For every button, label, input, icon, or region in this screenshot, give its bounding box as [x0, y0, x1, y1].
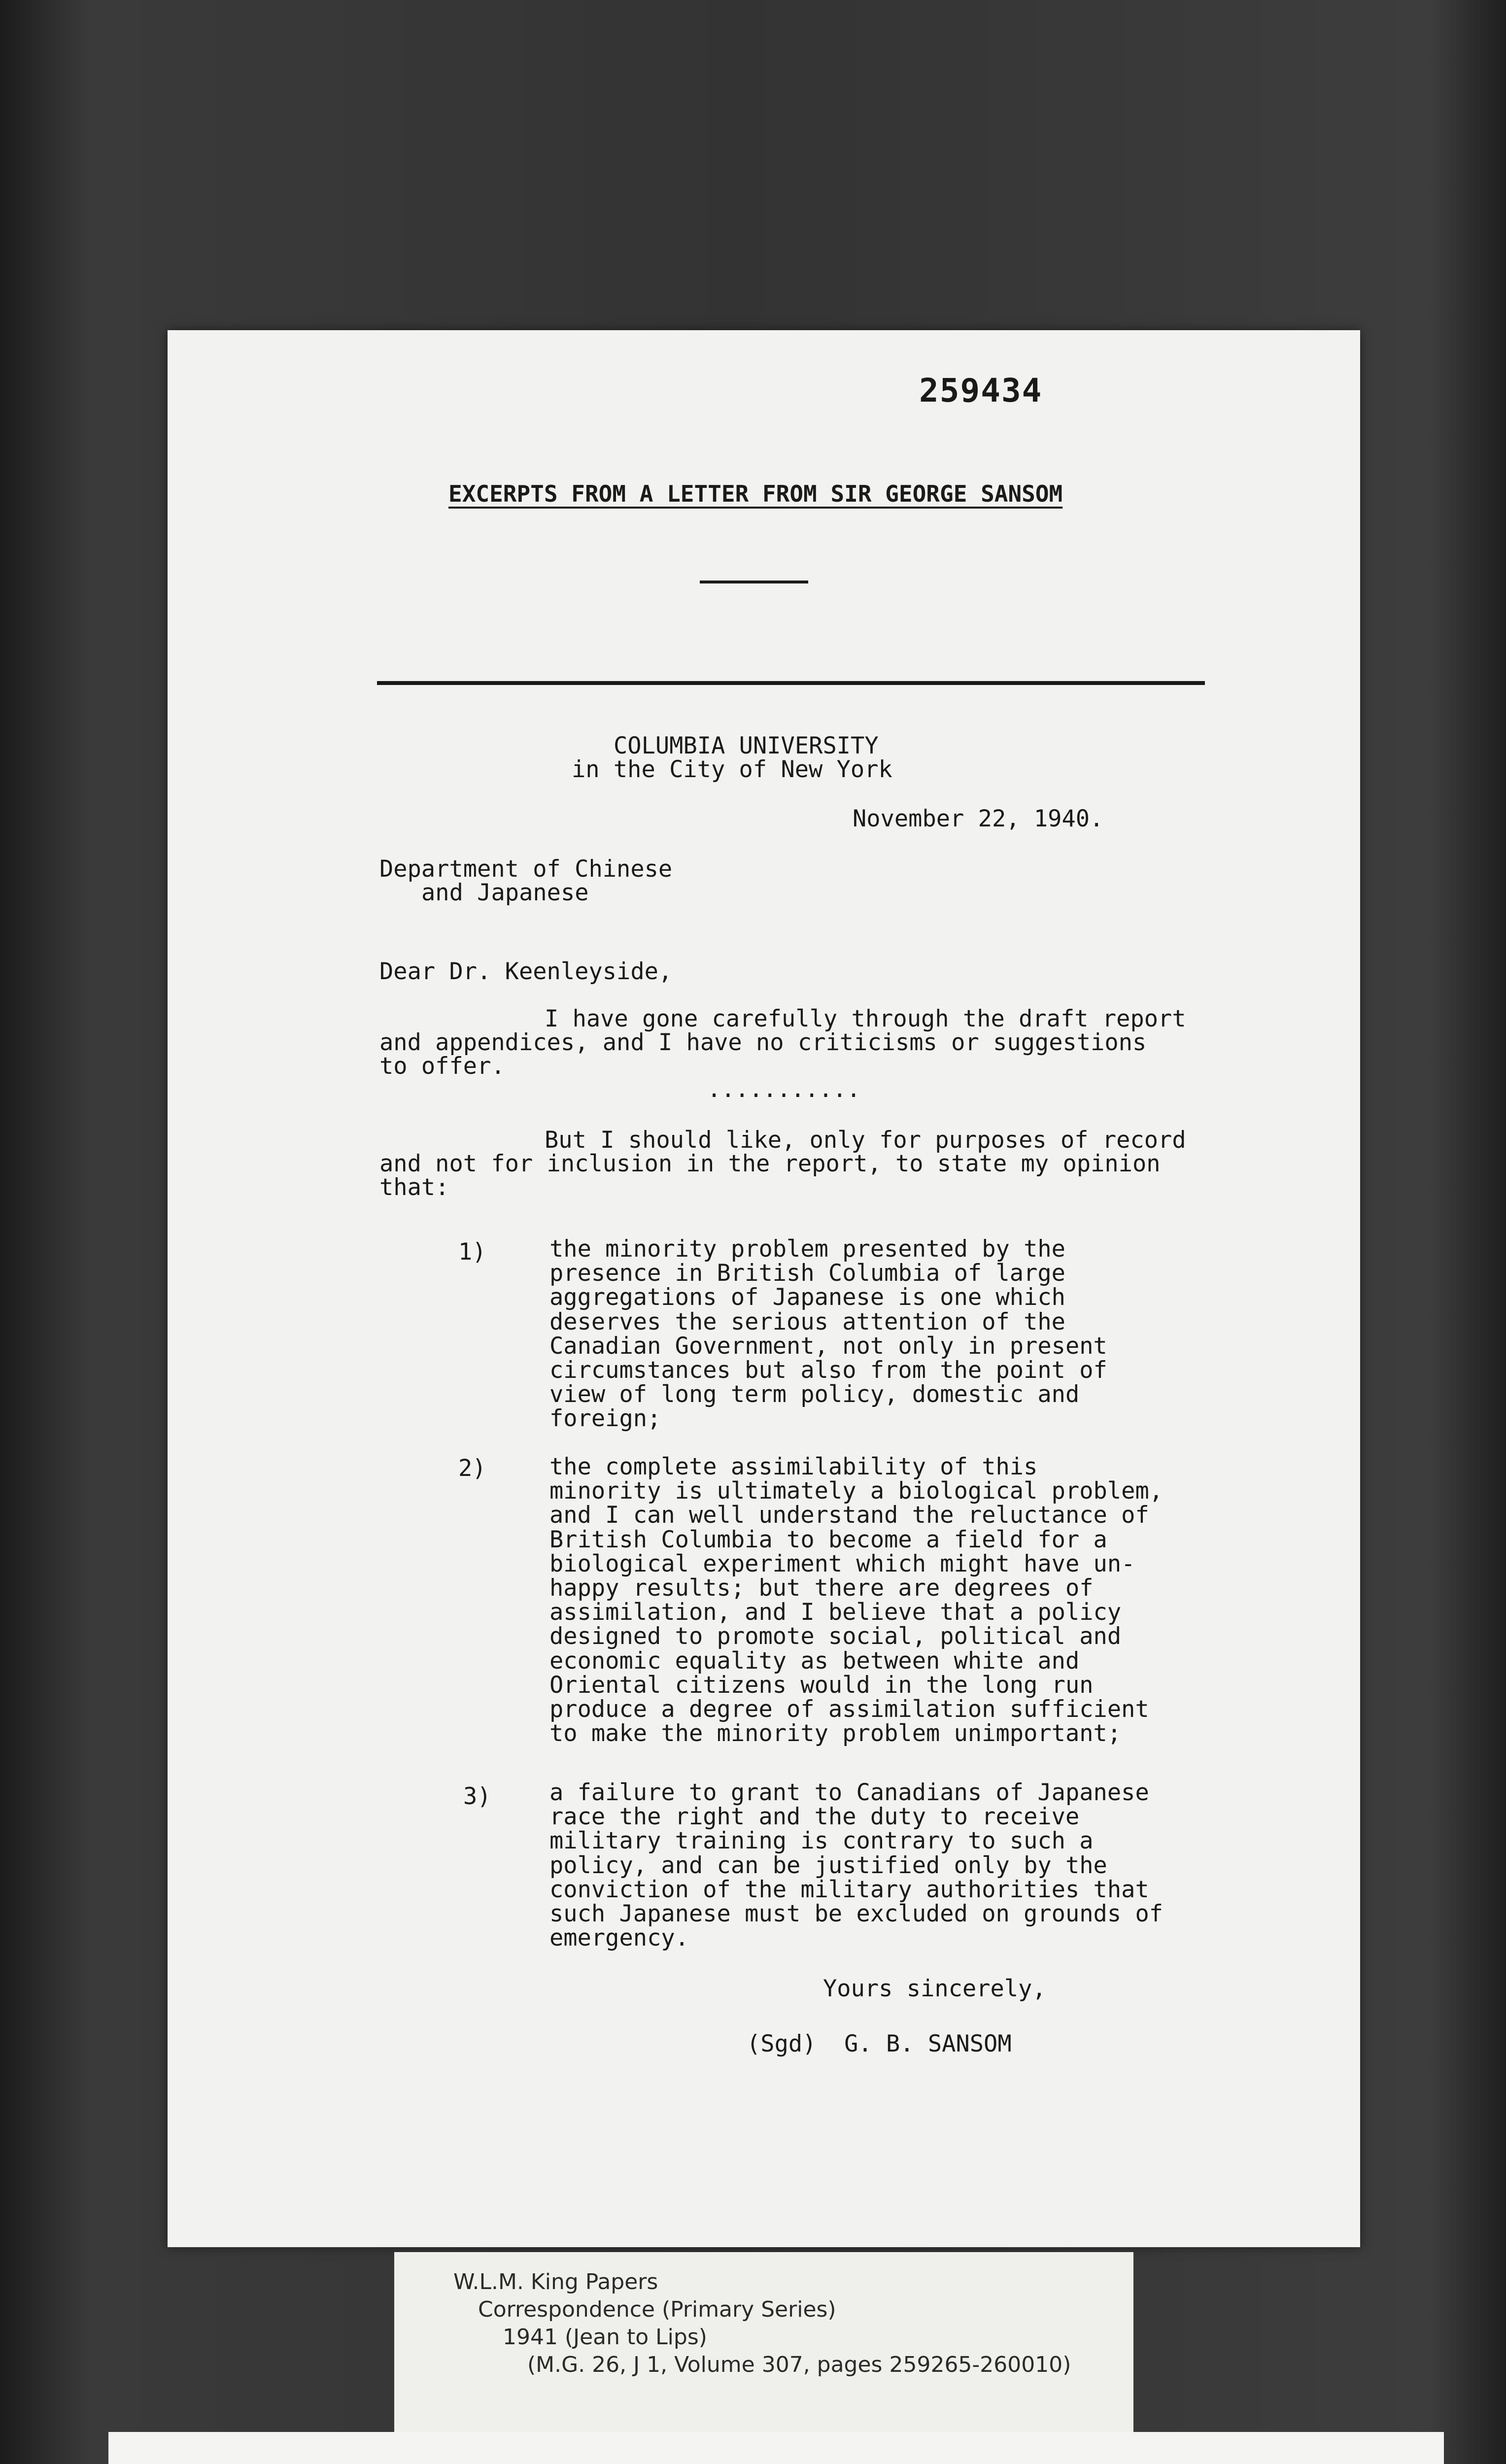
institution-name: COLUMBIA UNIVERSITY [614, 732, 879, 759]
short-divider [700, 581, 808, 583]
collection-series: Correspondence (Primary Series) [478, 2297, 836, 2322]
closing: Yours sincerely, [823, 1975, 1046, 2002]
letter-date: November 22, 1940. [853, 805, 1104, 832]
paragraph2-line3: that: [379, 1174, 449, 1201]
ellipsis-separator: ........... [707, 1076, 861, 1103]
department-line1: Department of Chinese [379, 856, 673, 883]
excerpt-title: EXCERPTS FROM A LETTER FROM SIR GEORGE SANSOM [448, 480, 1063, 507]
institution-location: in the City of New York [572, 756, 892, 783]
salutation: Dear Dr. Keenleyside, [379, 958, 673, 985]
list-number: 2) [458, 1455, 486, 1482]
signature: (Sgd) G. B. SANSOM [747, 2030, 1012, 2057]
department-line2: and Japanese [421, 879, 589, 906]
document-number: 259434 [919, 372, 1043, 410]
collection-year: 1941 (Jean to Lips) [503, 2325, 707, 2350]
list-item: the complete assimilability of this minority is ultimately a biological problem, and I can well understand the reluctance of British Columbia to become a field for a biological experiment which might have un- happy results; but there are degrees of assimilation, and I believe that a policy designed to promote social, political and economic equality as between white and Oriental citizens would in the long run produce a degree of assimilation sufficient to make the minority problem unimportant; [549, 1453, 1164, 1747]
letter-page [168, 330, 1360, 2247]
paragraph1-line1: I have gone carefully through the draft report [545, 1005, 1186, 1032]
list-item: a failure to grant to Canadians of Japanese race the right and the duty to receive military training is contrary to such a policy, and can be justified only by the conviction of the military authorities that such Japanese must be excluded on grounds of emergency. [549, 1779, 1164, 1952]
paragraph2-line1: But I should like, only for purposes of record [545, 1127, 1186, 1154]
paragraph1-line2: and appendices, and I have no criticisms or suggestions [379, 1029, 1147, 1056]
list-number: 3) [463, 1783, 491, 1810]
collection-reference: (M.G. 26, J 1, Volume 307, pages 259265-260010) [527, 2352, 1071, 2377]
paragraph1-line3: to offer. [379, 1053, 505, 1080]
archive-stamp-card [108, 2432, 1444, 2464]
list-item: the minority problem presented by the presence in British Columbia of large aggregations of Japanese is one which deserves the serious attention of the Canadian Government, not only in present circumstances but also from the point of view of long term policy, domestic and foreign; [549, 1235, 1107, 1433]
list-number: 1) [458, 1238, 486, 1266]
collection-title: W.L.M. King Papers [453, 2269, 658, 2294]
long-divider [377, 681, 1205, 685]
collection-label-card [394, 2252, 1133, 2432]
paragraph2-line2: and not for inclusion in the report, to state my opinion [379, 1150, 1161, 1177]
